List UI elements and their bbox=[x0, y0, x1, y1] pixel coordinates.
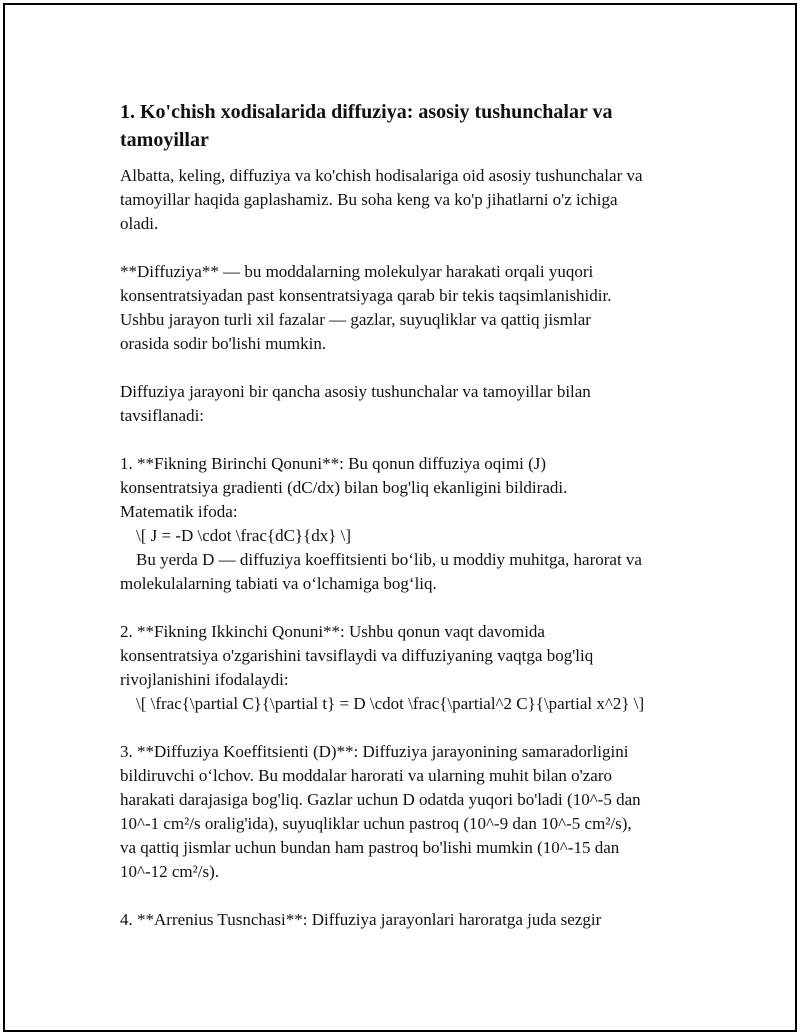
list-item-fick-second-law bbox=[120, 620, 710, 716]
text-line: Bu yerda D — diffuziya koeffitsienti bo‘lib, u moddiy muhitga, harorat va bbox=[136, 550, 642, 569]
text-line: 4. **Arrenius Tusnchasi**: Diffuziya jarayonlari haroratga juda sezgir bbox=[120, 910, 602, 929]
text-line: 3. **Diffuziya Koeffitsienti (D)**: Diffuziya jarayonining samaradorligini bbox=[120, 742, 629, 761]
text-line: harakati darajasiga bog'liq. Gazlar uchun D odatda yuqori bo'ladi (10^-5 dan bbox=[120, 790, 641, 809]
text-line: Albatta, keling, diffuziya va ko'chish hodisalariga oid asosiy tushunchalar va bbox=[120, 166, 643, 185]
heading-line: tamoyillar bbox=[120, 129, 209, 151]
formula-line: \[ J = -D \cdot \frac{dC}{dx} \] bbox=[136, 526, 352, 545]
text-line: konsentratsiya gradienti (dC/dx) bilan bog'liq ekanligini bildiradi. bbox=[120, 478, 568, 497]
text-line: Diffuziya jarayoni bir qancha asosiy tushunchalar va tamoyillar bilan bbox=[120, 382, 591, 401]
intro-paragraph bbox=[120, 164, 710, 236]
text-line: Ushbu jarayon turli xil fazalar — gazlar, suyuqliklar va qattiq jismlar bbox=[120, 310, 591, 329]
text-line: rivojlanishini ifodalaydi: bbox=[120, 670, 289, 689]
text-line: molekulalarning tabiati va o‘lchamiga bog‘liq. bbox=[120, 574, 437, 593]
text-line: tavsiflanadi: bbox=[120, 406, 205, 425]
list-item-fick-first-law bbox=[120, 452, 710, 596]
heading-line: 1. Ko'chish xodisalarida diffuziya: asosiy tushunchalar va bbox=[120, 101, 613, 123]
text-line: va qattiq jismlar uchun bundan ham pastroq bo'lishi mumkin (10^-15 dan bbox=[120, 838, 620, 857]
list-item-diffusion-coefficient bbox=[120, 740, 710, 884]
text-line: 10^-12 cm²/s). bbox=[120, 862, 220, 881]
text-line: konsentratsiyadan past konsentratsiyaga qarab bir tekis taqsimlanishidir. bbox=[120, 286, 612, 305]
text-line: konsentratsiya o'zgarishini tavsiflaydi va diffuziyaning vaqtga bog'liq bbox=[120, 646, 594, 665]
document-page bbox=[3, 3, 797, 1032]
text-line: 1. **Fikning Birinchi Qonuni**: Bu qonun diffuziya oqimi (J) bbox=[120, 454, 547, 473]
formula-line: \[ \frac{\partial C}{\partial t} = D \cdot \frac{\partial^2 C}{\partial x^2} \] bbox=[136, 694, 645, 713]
text-line: oladi. bbox=[120, 214, 159, 233]
document-content bbox=[120, 98, 710, 956]
text-line: tamoyillar haqida gaplashamiz. Bu soha keng va ko'p jihatlarni o'z ichiga bbox=[120, 190, 618, 209]
definition-paragraph bbox=[120, 260, 710, 356]
text-line: 10^-1 cm²/s oralig'ida), suyuqliklar uchun pastroq (10^-9 dan 10^-5 cm²/s), bbox=[120, 814, 632, 833]
text-line: **Diffuziya** — bu moddalarning molekulyar harakati orqali yuqori bbox=[120, 262, 594, 281]
text-line: Matematik ifoda: bbox=[120, 502, 238, 521]
text-line: orasida sodir bo'lishi mumkin. bbox=[120, 334, 327, 353]
list-item-arrhenius bbox=[120, 908, 710, 932]
text-line: bildiruvchi o‘lchov. Bu moddalar harorati va ularning muhit bilan o'zaro bbox=[120, 766, 612, 785]
overview-paragraph bbox=[120, 380, 710, 428]
text-line: 2. **Fikning Ikkinchi Qonuni**: Ushbu qonun vaqt davomida bbox=[120, 622, 545, 641]
section-heading bbox=[120, 98, 710, 154]
